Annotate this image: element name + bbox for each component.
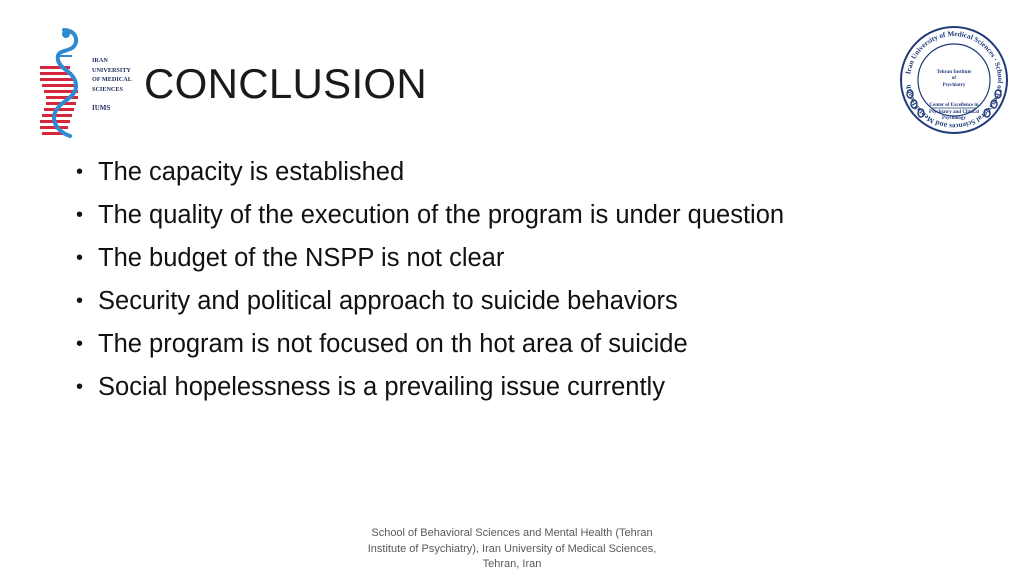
seal-line: Tehran Institute [936, 70, 972, 75]
list-item-text: Security and political approach to suicide behaviors [98, 287, 678, 315]
bullet-icon: • [76, 204, 84, 226]
bullet-icon: • [76, 161, 84, 183]
iums-emblem-icon [36, 26, 92, 138]
list-item-text: The program is not focused on th hot area of suicide [98, 330, 688, 358]
logo-line: SCIENCES [92, 85, 123, 93]
seal-line: Center of Excellence in [929, 103, 979, 109]
bullet-icon: • [76, 333, 84, 355]
slide-footer [352, 526, 672, 573]
list-item [76, 240, 784, 283]
list-item-text: The quality of the execution of the program is under question [98, 201, 785, 229]
logo-line: UNIVERSITY [92, 66, 131, 74]
bullet-icon: • [76, 376, 84, 398]
iums-logo-text [92, 56, 140, 94]
list-item [76, 154, 784, 197]
seal-center-text [922, 70, 986, 122]
iums-abbreviation: IUMS [92, 104, 111, 112]
bullet-icon: • [76, 290, 84, 312]
seal-line: Psychiatry [942, 82, 966, 88]
list-item [76, 369, 784, 412]
svg-text:Iran University of Medical Sci: Iran University of Medical Sciences · School of Behavioral Sciences and Mental Health [904, 29, 1005, 131]
conclusion-list [76, 154, 784, 412]
logo-line: IRAN [92, 57, 108, 64]
list-item-text: The capacity is established [98, 158, 405, 186]
slide-title: CONCLUSION [144, 60, 428, 107]
list-item-text: The budget of the NSPP is not clear [98, 244, 505, 272]
footer-line: School of Behavioral Sciences and Mental Health (Tehran [371, 527, 653, 539]
seal-line: of [951, 76, 957, 82]
list-item-text: Social hopelessness is a prevailing issue currently [98, 373, 665, 401]
footer-line: Tehran, Iran [482, 558, 542, 570]
seal-line: Psychiatry and Clinical Psychology [928, 109, 979, 122]
tehran-institute-seal [898, 24, 1010, 136]
list-item [76, 326, 784, 369]
footer-line: Institute of Psychiatry), Iran University of Medical Sciences, [367, 542, 657, 555]
bullet-icon: • [76, 247, 84, 269]
logo-line: OF MEDICAL [92, 76, 132, 84]
list-item [76, 197, 784, 240]
iums-logo [36, 26, 136, 138]
list-item [76, 283, 784, 326]
